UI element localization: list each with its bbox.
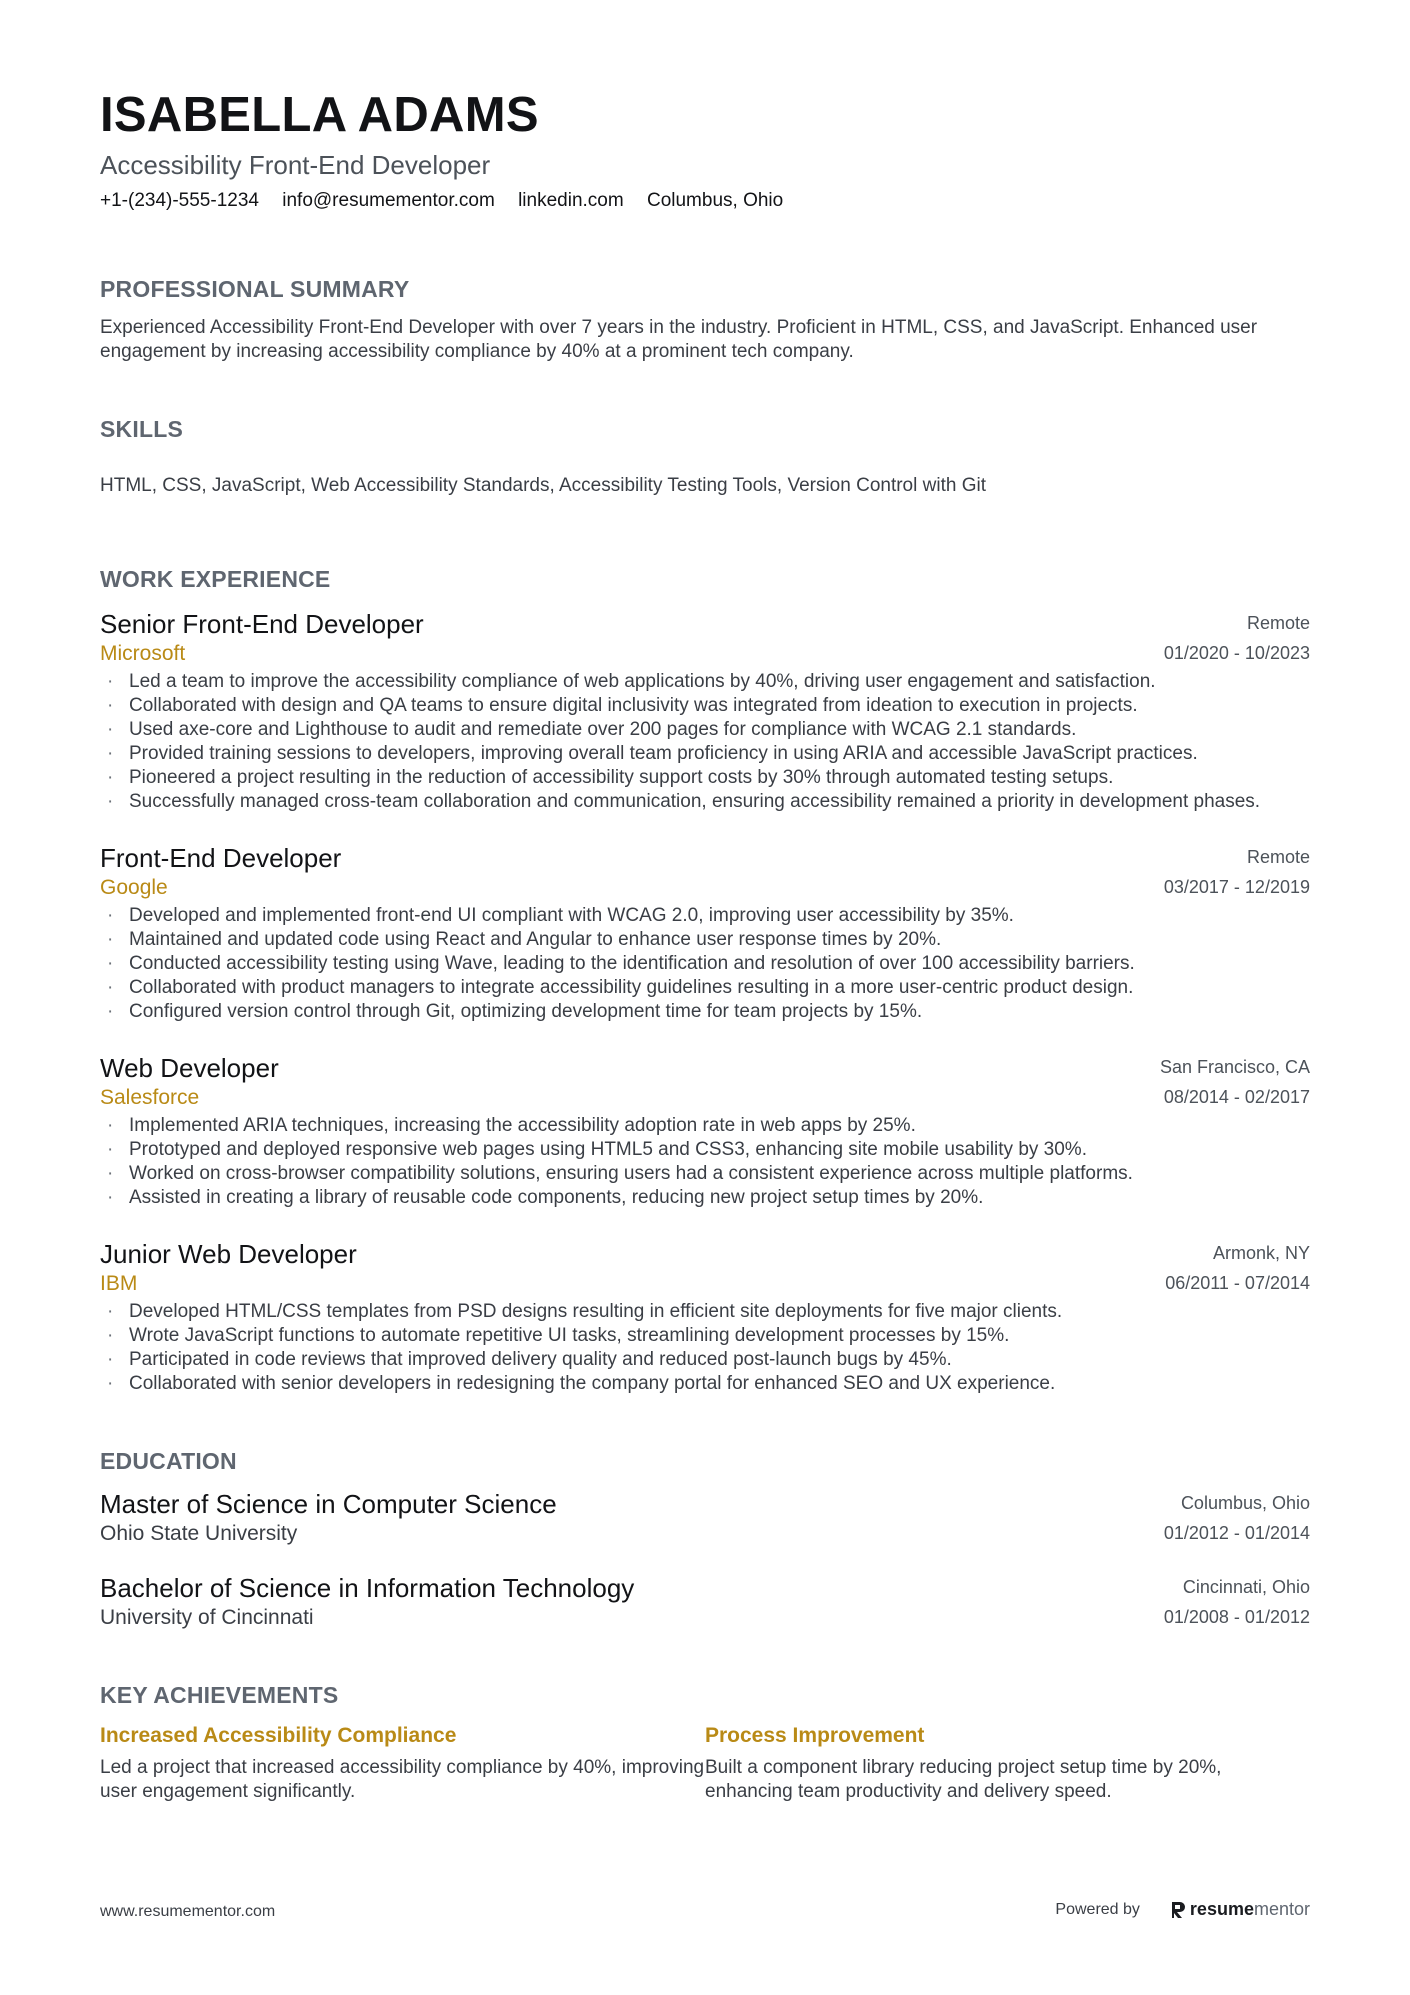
education-location: Cincinnati, Ohio (1182, 1577, 1310, 1597)
education-section (100, 1446, 1310, 1632)
education-entry (100, 1572, 1310, 1632)
summary-section (100, 274, 1310, 364)
job-meta (1164, 842, 1310, 902)
job-dates: 06/2011 - 07/2014 (1165, 1273, 1310, 1293)
achievement-item (100, 1722, 705, 1804)
job-bullet: · Successfully managed cross-team collaboration and communication, ensuring accessibility remained a priority in development phases. (100, 790, 1310, 814)
job-dates: 08/2014 - 02/2017 (1163, 1087, 1310, 1107)
achievement-title: Increased Accessibility Compliance (100, 1724, 457, 1747)
job-bullet: · Collaborated with design and QA teams to ensure digital inclusivity was integrated from ideation to execution in projects. (100, 694, 1310, 718)
contact-email[interactable]: info@resumementor.com (282, 190, 495, 211)
education-entry (100, 1488, 1310, 1548)
job-entry (100, 608, 1310, 814)
contact-phone[interactable]: +1-(234)-555-1234 (100, 190, 259, 211)
education-heading: EDUCATION (100, 1448, 237, 1474)
job-bullets (100, 670, 1310, 814)
job-bullet: · Wrote JavaScript functions to automate repetitive UI tasks, streamlining development processes by 15%. (100, 1324, 1310, 1348)
job-company: IBM (100, 1272, 138, 1295)
job-bullet: · Pioneered a project resulting in the reduction of accessibility support costs by 30% through automated testing setups. (100, 766, 1310, 790)
job-bullet: · Used axe-core and Lighthouse to audit and remediate over 200 pages for compliance with WCAG 2.1 standards. (100, 718, 1310, 742)
job-bullet: · Provided training sessions to developers, improving overall team proficiency in using ARIA and accessible JavaScript practices. (100, 742, 1310, 766)
job-bullets (100, 1114, 1310, 1210)
job-bullet: · Configured version control through Git, optimizing development time for team projects by 15%. (100, 1000, 1310, 1024)
job-company: Microsoft (100, 642, 186, 665)
job-role: Junior Web Developer (100, 1239, 357, 1269)
job-header (100, 842, 1310, 902)
education-school: Ohio State University (100, 1522, 298, 1545)
education-school: University of Cincinnati (100, 1606, 314, 1629)
achievements-grid (100, 1722, 1310, 1804)
resumementor-logo-icon (1170, 1900, 1186, 1920)
job-bullet: · Developed HTML/CSS templates from PSD designs resulting in efficient site deployments for five major clients. (100, 1300, 1310, 1324)
powered-by-label: Powered by (1055, 1900, 1140, 1918)
job-bullet: · Led a team to improve the accessibility compliance of web applications by 40%, driving user engagement and satisfaction. (100, 670, 1310, 694)
footer-branding (1055, 1899, 1310, 1920)
resume-content (100, 86, 1310, 1804)
contact-linkedin[interactable]: linkedin.com (518, 190, 624, 211)
job-bullet: · Collaborated with senior developers in redesigning the company portal for enhanced SEO and UX experience. (100, 1372, 1310, 1396)
job-header (100, 1238, 1310, 1298)
job-bullet: · Developed and implemented front-end UI compliant with WCAG 2.0, improving user accessibility by 35%. (100, 904, 1310, 928)
brand-logo-link[interactable] (1170, 1899, 1310, 1920)
job-bullet: · Prototyped and deployed responsive web pages using HTML5 and CSS3, enhancing site mobile usability by 30%. (100, 1138, 1310, 1162)
brand-name-part2: mentor (1253, 1899, 1310, 1919)
job-meta (1165, 1238, 1310, 1298)
job-company: Salesforce (100, 1086, 200, 1109)
job-entry (100, 842, 1310, 1024)
education-degree: Master of Science in Computer Science (100, 1489, 557, 1519)
job-dates: 03/2017 - 12/2019 (1163, 877, 1310, 897)
job-company: Google (100, 876, 168, 899)
skills-section (100, 414, 1310, 498)
job-bullet: · Collaborated with product managers to integrate accessibility guidelines resulting in a more user-centric product design. (100, 976, 1310, 1000)
experience-heading: WORK EXPERIENCE (100, 566, 331, 592)
job-location: San Francisco, CA (1159, 1057, 1310, 1077)
achievements-heading: KEY ACHIEVEMENTS (100, 1682, 339, 1708)
experience-section (100, 564, 1310, 1396)
job-entry (100, 1238, 1310, 1396)
job-meta (1160, 1052, 1310, 1112)
resume-header (100, 86, 1310, 214)
achievement-title: Process Improvement (705, 1724, 925, 1747)
job-bullet: · Worked on cross-browser compatibility solutions, ensuring users had a consistent experience across multiple platforms. (100, 1162, 1310, 1186)
job-bullets (100, 1300, 1310, 1396)
job-bullet: · Participated in code reviews that improved delivery quality and reduced post-launch bugs by 45%. (100, 1348, 1310, 1372)
achievement-item (705, 1722, 1310, 1804)
job-location: Remote (1246, 847, 1310, 867)
job-bullets (100, 904, 1310, 1024)
summary-text: Experienced Accessibility Front-End Developer with over 7 years in the industry. Proficient in HTML, CSS, and JavaScript. Enhanced user engagement by increasing accessibility compliance by 40% at a prominent tech company. (100, 317, 1258, 362)
candidate-name: ISABELLA ADAMS (100, 88, 539, 142)
job-entry (100, 1052, 1310, 1210)
job-header (100, 1052, 1310, 1112)
education-dates: 01/2012 - 01/2014 (1163, 1523, 1310, 1543)
achievements-section (100, 1680, 1310, 1804)
summary-heading: PROFESSIONAL SUMMARY (100, 276, 410, 302)
job-location: Armonk, NY (1212, 1243, 1310, 1263)
job-header (100, 608, 1310, 668)
job-bullet: · Implemented ARIA techniques, increasing the accessibility adoption rate in web apps by 25%. (100, 1114, 1310, 1138)
education-meta (1164, 1572, 1310, 1632)
education-dates: 01/2008 - 01/2012 (1163, 1607, 1310, 1627)
brand-name-part1: resume (1189, 1899, 1254, 1919)
job-bullet: · Conducted accessibility testing using Wave, leading to the identification and resolution of over 100 accessibility barriers. (100, 952, 1310, 976)
skills-text: HTML, CSS, JavaScript, Web Accessibility Standards, Accessibility Testing Tools, Version Control with Git (100, 475, 986, 496)
job-role: Web Developer (100, 1053, 279, 1083)
education-meta (1164, 1488, 1310, 1548)
education-location: Columbus, Ohio (1180, 1493, 1310, 1513)
achievement-desc: Built a component library reducing project setup time by 20%, enhancing team productivity and delivery speed. (705, 1757, 1222, 1802)
achievement-desc: Led a project that increased accessibility compliance by 40%, improving user engagement significantly. (100, 1757, 705, 1802)
job-bullet: · Maintained and updated code using React and Angular to enhance user response times by 20%. (100, 928, 1310, 952)
job-meta (1164, 608, 1310, 668)
contact-line (100, 188, 1310, 214)
education-degree: Bachelor of Science in Information Technology (100, 1573, 635, 1603)
job-role: Front-End Developer (100, 843, 342, 873)
job-location: Remote (1246, 613, 1310, 633)
contact-location: Columbus, Ohio (646, 190, 784, 211)
footer-website[interactable]: www.resumementor.com (100, 1903, 276, 1920)
job-role: Senior Front-End Developer (100, 609, 424, 639)
job-bullet: · Assisted in creating a library of reusable code components, reducing new project setup times by 20%. (100, 1186, 1310, 1210)
job-dates: 01/2020 - 10/2023 (1163, 643, 1310, 663)
candidate-title: Accessibility Front-End Developer (100, 150, 491, 180)
skills-heading: SKILLS (100, 416, 183, 442)
